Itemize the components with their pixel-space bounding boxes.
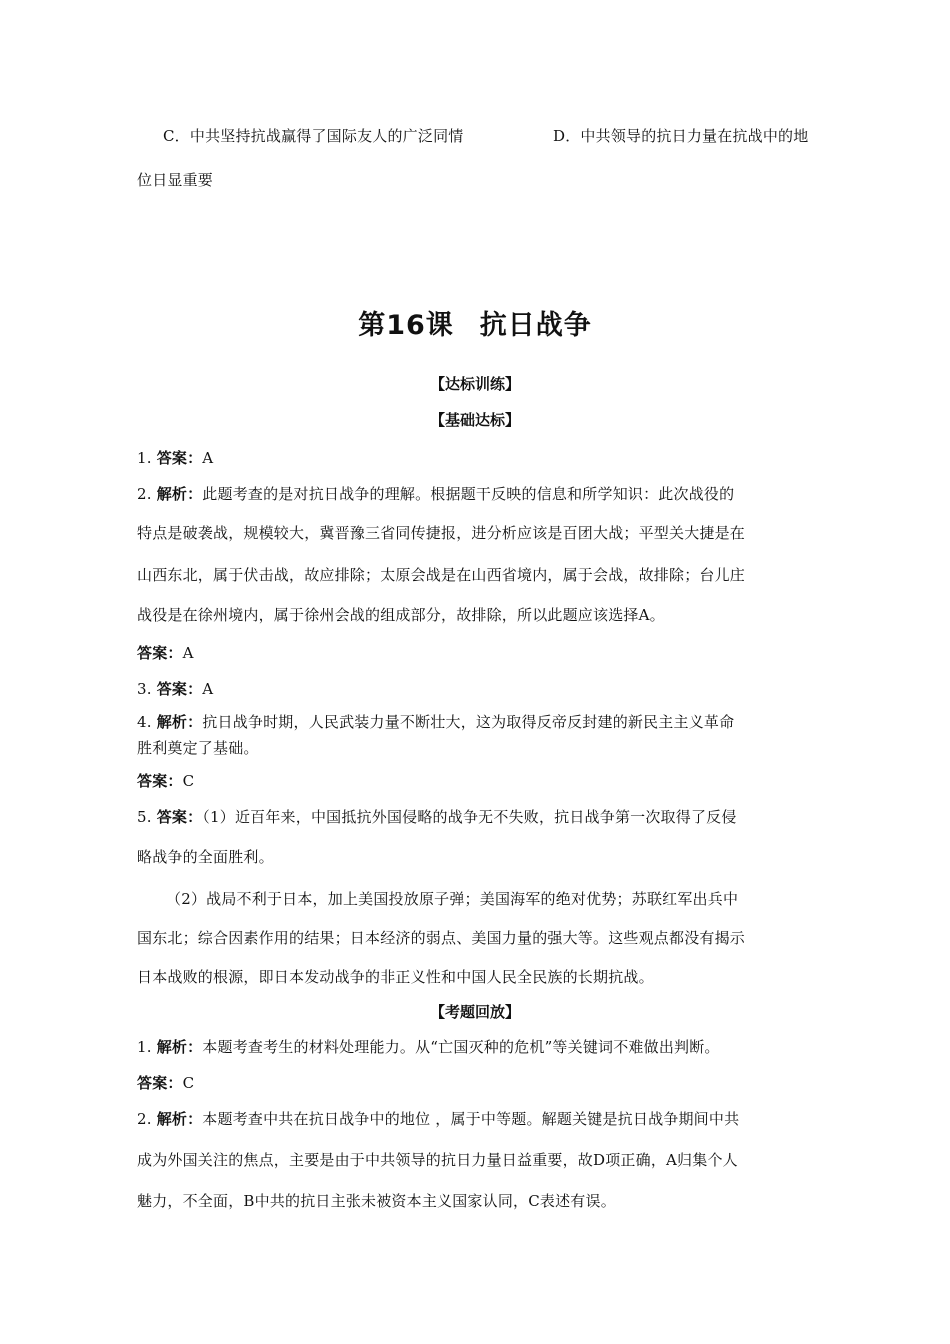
- answer-label: 答案：: [137, 644, 183, 662]
- lesson-name: 抗日战争: [479, 310, 592, 341]
- answer-label: 答案：: [137, 772, 183, 790]
- exam-item-1: [137, 1037, 817, 1057]
- item-number: 3.: [137, 680, 152, 698]
- item-number: 2.: [137, 1110, 152, 1128]
- analysis-text: 抗日战争时期，人民武装力量不断壮大，这为取得反帝反封建的新民主主义革命: [202, 713, 735, 731]
- section-training-heading: 【达标训练】: [429, 375, 520, 393]
- item-number: 2.: [137, 485, 152, 503]
- answer-label: 答案：: [156, 449, 203, 467]
- answer-value: A: [182, 644, 194, 662]
- analysis-label: 解析：: [156, 485, 203, 503]
- option-d-continuation: 位日显重要: [137, 171, 214, 189]
- item-number: 4.: [137, 713, 152, 731]
- basic-item-4-answer: [137, 771, 817, 791]
- item-number: 1.: [137, 449, 152, 467]
- exam-item-1-answer: [137, 1073, 817, 1093]
- basic-item-5-line-1: [137, 807, 817, 827]
- answer-value: C: [182, 772, 195, 790]
- answer-label: 答案：: [156, 808, 203, 826]
- basic-item-5-part2-line-2: 国东北；综合因素作用的结果；日本经济的弱点、美国力量的强大等。这些观点都没有揭示: [137, 929, 746, 947]
- exam-item-2-line-1: [137, 1109, 817, 1129]
- basic-item-2-line-3: 山西东北，属于伏击战，故应排除；太原会战是在山西省境内，属于会战，故排除；台儿庄: [137, 566, 746, 584]
- page-title: [0, 308, 950, 344]
- option-c: C．中共坚持抗战赢得了国际友人的广泛同情: [163, 127, 464, 145]
- analysis-label: 解析：: [156, 1038, 203, 1056]
- basic-item-2-line-1: [137, 484, 817, 504]
- basic-item-2-answer: [137, 643, 817, 663]
- answer-value: A: [202, 680, 214, 698]
- answer-label: 答案：: [156, 680, 203, 698]
- answer-label: 答案：: [137, 1074, 183, 1092]
- basic-item-4-line-1: [137, 712, 817, 732]
- option-d: D．中共领导的抗日力量在抗战中的地: [553, 127, 809, 145]
- exam-item-2-line-2: 成为外国关注的焦点，主要是由于中共领导的抗日力量日益重要，故D项正确，A归集个人: [137, 1151, 738, 1169]
- analysis-label: 解析：: [156, 713, 203, 731]
- answer-value: C: [182, 1074, 195, 1092]
- exam-item-2-line-3: 魅力，不全面，B中共的抗日主张未被资本主义国家认同，C表述有误。: [137, 1192, 616, 1210]
- item-number: 5.: [137, 808, 152, 826]
- basic-item-1: [137, 448, 817, 468]
- lesson-number: 第16课: [358, 310, 454, 341]
- basic-item-5-line-2: 略战争的全面胜利。: [137, 848, 274, 866]
- basic-item-2-line-4: 战役是在徐州境内，属于徐州会战的组成部分，故排除，所以此题应该选择A。: [137, 606, 665, 624]
- basic-item-2-line-2: 特点是破袭战，规模较大，冀晋豫三省同传捷报，进分析应该是百团大战；平型关大捷是在: [137, 524, 746, 542]
- basic-item-5-part2-line-1: （2）战局不利于日本，加上美国投放原子弹；美国海军的绝对优势；苏联红军出兵中: [166, 890, 739, 908]
- answer-value: A: [202, 449, 214, 467]
- analysis-text: 此题考查的是对抗日战争的理解。根据题干反映的信息和所学知识：此次战役的: [202, 485, 735, 503]
- analysis-label: 解析：: [156, 1110, 203, 1128]
- answer-text: （1）近百年来，中国抵抗外国侵略的战争无不失败，抗日战争第一次取得了反侵: [202, 808, 737, 826]
- analysis-text: 本题考查中共在抗日战争中的地位 ，属于中等题。解题关键是抗日战争期间中共: [202, 1110, 740, 1128]
- basic-item-5-part2-line-3: 日本战败的根源，即日本发动战争的非正义性和中国人民全民族的长期抗战。: [137, 968, 654, 986]
- section-basic-heading: 【基础达标】: [429, 411, 520, 429]
- analysis-text: 本题考查考生的材料处理能力。从“亡国灭种的危机”等关键词不难做出判断。: [202, 1038, 720, 1056]
- basic-item-3: [137, 679, 817, 699]
- item-number: 1.: [137, 1038, 152, 1056]
- basic-item-4-line-2: 胜利奠定了基础。: [137, 739, 259, 757]
- section-exam-heading: 【考题回放】: [429, 1003, 520, 1021]
